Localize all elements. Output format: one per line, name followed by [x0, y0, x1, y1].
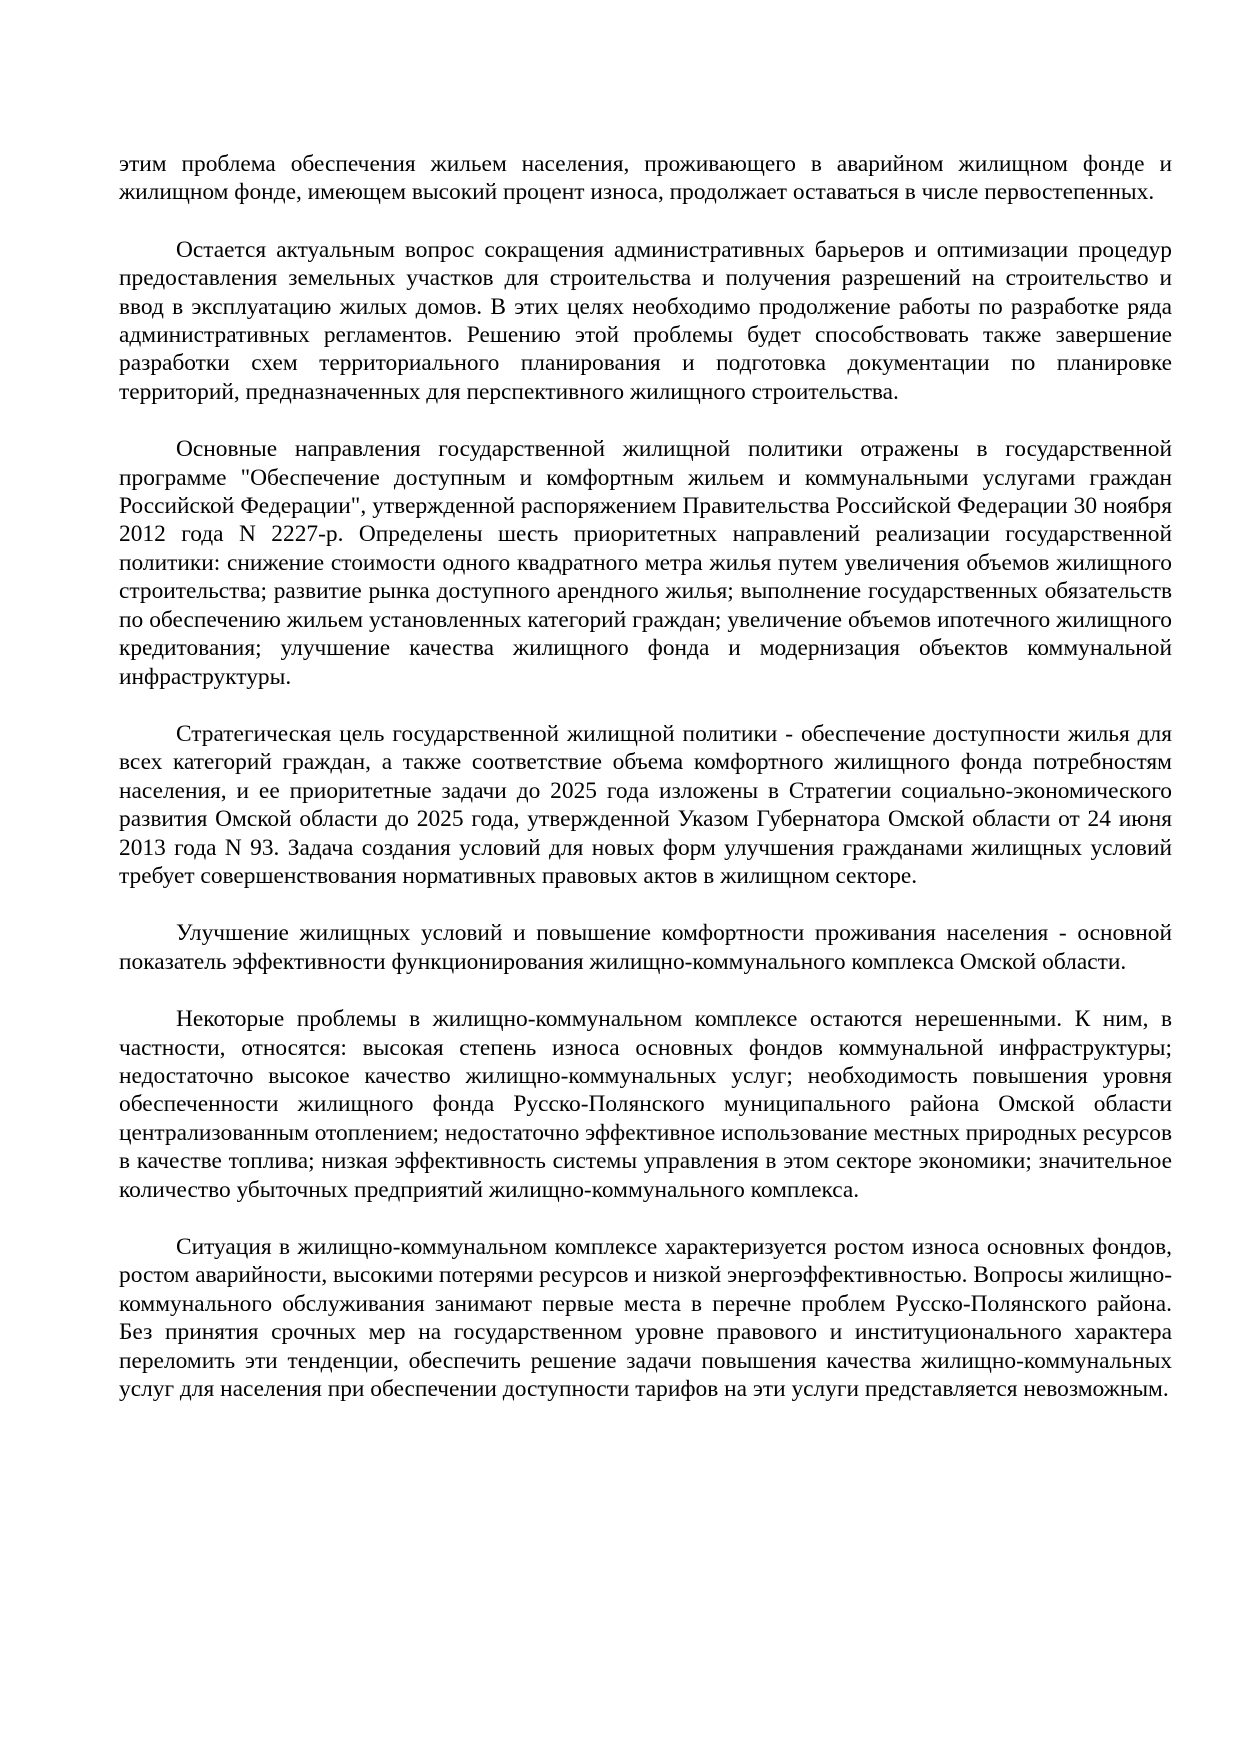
paragraph-housing-utilities-situation: Ситуация в жилищно-коммунальном комплексе характеризуется ростом износа основных фондов, ростом аварийности, высокими потерями ресурсов и низкой энергоэффективностью. Вопросы жилищно-коммунального обслуживания занимают первые места в перечне проблем Русско-Полянского района. Без принятия срочных мер на государственном уровне правового и институционального характера переломить эти тенденции, обеспечить решение задачи повышения качества жилищно-коммунальных услуг для населения при обеспечении доступности тарифов на эти услуги представляется невозможным.: [119, 1234, 1172, 1403]
document-page: [119, 150, 1172, 1432]
paragraph-unresolved-problems: Некоторые проблемы в жилищно-коммунальном комплексе остаются нерешенными. К ним, в частности, относятся: высокая степень износа основных фондов коммунальной инфраструктуры; недостаточно высокое качество жилищно-коммунальных услуг; необходимость повышения уровня обеспеченности жилищного фонда Русско-Полянского муниципального района Омской области централизованным отоплением; недостаточно эффективное использование местных природных ресурсов в качестве топлива; низкая эффективность системы управления в этом секторе экономики; значительное количество убыточных предприятий жилищно-коммунального комплекса.: [119, 1006, 1172, 1203]
paragraph-strategic-goal: Стратегическая цель государственной жилищной политики - обеспечение доступности жилья для всех категорий граждан, а также соответствие объема комфортного жилищного фонда потребностям населения, и ее приоритетные задачи до 2025 года изложены в Стратегии социально-экономического развития Омской области до 2025 года, утвержденной Указом Губернатора Омской области от 24 июня 2013 года N 93. Задача создания условий для новых форм улучшения гражданами жилищных условий требует совершенствования нормативных правовых актов в жилищном секторе.: [119, 720, 1172, 889]
paragraph-continuation: этим проблема обеспечения жильем населения, проживающего в аварийном жилищном фонде и жилищном фонде, имеющем высокий процент износа, продолжает оставаться в числе первостепенных.: [119, 151, 1172, 206]
paragraph-housing-improvement: Улучшение жилищных условий и повышение комфортности проживания населения - основной показатель эффективности функционирования жилищно-коммунального комплекса Омской области.: [119, 920, 1172, 975]
paragraph-housing-policy-directions: Основные направления государственной жилищной политики отражены в государственной программе "Обеспечение доступным и комфортным жильем и коммунальными услугами граждан Российской Федерации", утвержденной распоряжением Правительства Российской Федерации 30 ноября 2012 года N 2227-р. Определены шесть приоритетных направлений реализации государственной политики: снижение стоимости одного квадратного метра жилья путем увеличения объемов жилищного строительства; развитие рынка доступного арендного жилья; выполнение государственных обязательств по обеспечению жильем установленных категорий граждан; увеличение объемов ипотечного жилищного кредитования; улучшение качества жилищного фонда и модернизация объектов коммунальной инфраструктуры.: [119, 436, 1172, 690]
paragraph-administrative-barriers: Остается актуальным вопрос сокращения административных барьеров и оптимизации процедур предоставления земельных участков для строительства и получения разрешений на строительство и ввод в эксплуатацию жилых домов. В этих целях необходимо продолжение работы по разработке ряда административных регламентов. Решению этой проблемы будет способствовать также завершение разработки схем территориального планирования и подготовка документации по планировке территорий, предназначенных для перспективного жилищного строительства.: [119, 236, 1172, 405]
